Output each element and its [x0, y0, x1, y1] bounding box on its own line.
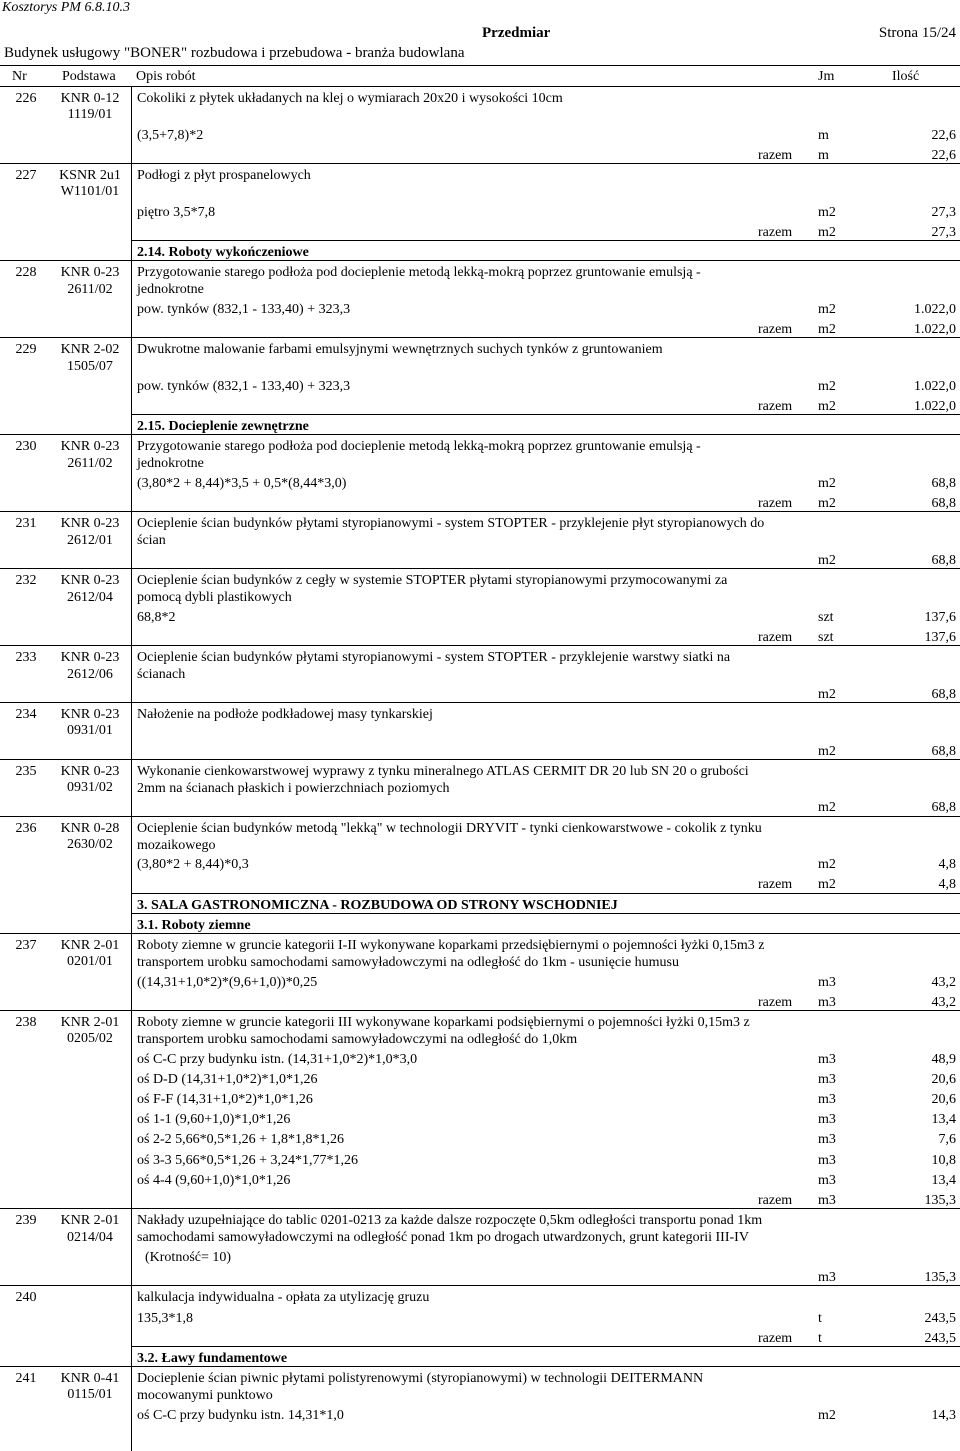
- calculation-unit: m: [818, 127, 829, 143]
- sum-unit: szt: [818, 630, 834, 645]
- position-number: 230: [15, 439, 37, 455]
- position-number: 232: [15, 573, 37, 589]
- position-basis-code: KSNR 2u1: [59, 168, 121, 183]
- calculation-unit: m2: [818, 204, 836, 220]
- position-separator: [0, 434, 960, 435]
- sum-unit: m2: [818, 322, 836, 337]
- section-heading: 3. SALA GASTRONOMICZNA - ROZBUDOWA OD STRONY WSCHODNIEJ: [137, 897, 618, 913]
- position-description: Roboty ziemne w gruncie kategorii I-II wykonywane koparkami przedsiębiernymi o pojemności łyżki 0,15m3 z transportem urobku samochodami samowyładowczymi na odległość do 1km - usunięcie humusu: [137, 938, 765, 970]
- calculation-unit: m2: [818, 1407, 836, 1423]
- calculation-unit: m3: [818, 1112, 836, 1128]
- position-number: 239: [15, 1213, 37, 1229]
- calculation-formula: ((14,31+1,0*2)*(9,6+1,0))*0,25: [137, 974, 318, 990]
- section-separator: [131, 893, 960, 894]
- calculation-quantity: 4,8: [938, 857, 956, 873]
- position-basis-catalog: 0931/02: [67, 780, 113, 796]
- position-separator: [0, 260, 960, 261]
- position-basis-catalog: 2611/02: [67, 281, 113, 297]
- calculation-quantity: 14,3: [931, 1407, 956, 1423]
- calculation-formula: 135,3*1,8: [137, 1310, 193, 1326]
- section-heading: 2.15. Docieplenie zewnętrzne: [137, 419, 309, 435]
- calculation-quantity: 68,8: [931, 553, 956, 568]
- position-description: Docieplenie ścian piwnic płytami polistyrenowymi (styropianowymi) w technologii DEITERMANN mocowanymi punktowo: [137, 1371, 704, 1404]
- position-number: 231: [15, 516, 37, 532]
- sum-quantity: 4,8: [938, 877, 956, 893]
- position-description: kalkulacja indywidualna - opłata za utylizację gruzu: [137, 1290, 430, 1306]
- sum-label: razem: [758, 1193, 793, 1208]
- column-header-desc: Opis robót: [136, 69, 196, 84]
- note-text: (Krotność= 10): [145, 1249, 232, 1265]
- position-basis-code: KNR 2-01: [60, 1213, 120, 1229]
- position-separator: [0, 337, 960, 338]
- sum-quantity: 137,6: [924, 630, 956, 645]
- position-basis-code: KNR 0-23: [60, 763, 120, 779]
- sum-unit: m3: [818, 1193, 836, 1208]
- calculation-quantity: 7,6: [938, 1132, 956, 1148]
- position-description: Przygotowanie starego podłoża pod docieplenie metodą lekką-mokrą poprzez gruntowanie emulsją - jednokrotne: [137, 265, 701, 298]
- sum-label: razem: [758, 994, 793, 1010]
- position-basis-catalog: 0205/02: [67, 1031, 113, 1047]
- position-basis-catalog: 2612/04: [67, 589, 113, 605]
- sum-quantity: 43,2: [931, 994, 956, 1010]
- calculation-unit: m2: [818, 857, 836, 873]
- section-heading: 2.14. Roboty wykończeniowe: [137, 245, 309, 260]
- position-basis-code: KNR 0-41: [60, 1371, 120, 1387]
- position-basis-code: KNR 0-23: [60, 265, 120, 281]
- project-subtitle: Budynek usługowy "BONER" rozbudowa i przebudowa - branża budowlana: [4, 45, 465, 61]
- sum-unit: m2: [818, 877, 836, 893]
- position-basis-catalog: 0931/01: [67, 723, 113, 739]
- calculation-formula: 68,8*2: [137, 609, 176, 625]
- position-number: 240: [15, 1290, 37, 1306]
- sum-label: razem: [758, 630, 793, 645]
- position-basis-code: KNR 0-12: [60, 91, 120, 106]
- position-description: Dwukrotne malowanie farbami emulsyjnymi wewnętrznych suchych tynków z gruntowaniem: [137, 342, 663, 358]
- calculation-quantity: 1.022,0: [914, 378, 956, 394]
- calculation-quantity: 68,8: [931, 743, 956, 759]
- sum-label: razem: [758, 399, 793, 414]
- sum-unit: m2: [818, 496, 836, 512]
- calculation-quantity: 48,9: [931, 1051, 956, 1067]
- sum-quantity: 22,6: [931, 147, 956, 163]
- sum-quantity: 243,5: [924, 1330, 956, 1346]
- calculation-unit: m2: [818, 800, 836, 816]
- section-heading: 3.2. Ławy fundamentowe: [137, 1350, 288, 1366]
- calculation-formula: oś D-D (14,31+1,0*2)*1,0*1,26: [137, 1071, 318, 1087]
- calculation-unit: m2: [818, 743, 836, 759]
- sum-label: razem: [758, 147, 793, 163]
- position-basis-code: KNR 0-23: [60, 516, 120, 532]
- calculation-unit: m2: [818, 686, 836, 702]
- position-description: Cokoliki z płytek układanych na klej o wymiarach 20x20 i wysokości 10cm: [137, 91, 563, 106]
- sum-unit: m2: [818, 399, 836, 414]
- position-basis-code: KNR 2-02: [60, 342, 120, 358]
- position-separator: [0, 933, 960, 934]
- section-separator: [131, 913, 960, 914]
- position-separator: [0, 511, 960, 512]
- position-separator: [0, 568, 960, 569]
- position-description: Nakłady uzupełniające do tablic 0201-0213 za każde dalsze rozpoczęte 0,5km odległości transportu ponad 1km samochodami samowyładowczymi na odległość ponad 1km po drogach utwardzonych, grunt kategorii III-IV: [137, 1213, 763, 1246]
- position-separator: [0, 702, 960, 703]
- calculation-formula: oś C-C przy budynku istn. 14,31*1,0: [137, 1407, 344, 1423]
- position-number: 236: [15, 820, 37, 836]
- position-separator: [0, 759, 960, 760]
- section-heading: 3.1. Roboty ziemne: [137, 917, 251, 933]
- calculation-unit: m3: [818, 1132, 836, 1148]
- position-basis-catalog: 1505/07: [67, 358, 113, 374]
- calculation-formula: (3,80*2 + 8,44)*3,5 + 0,5*(8,44*3,0): [137, 476, 347, 491]
- position-number: 227: [15, 168, 37, 183]
- position-number: 228: [15, 265, 37, 281]
- calculation-quantity: 68,8: [931, 476, 956, 491]
- calculation-unit: m2: [818, 301, 836, 317]
- column-header-qty: Ilość: [892, 69, 920, 84]
- sum-quantity: 1.022,0: [914, 399, 956, 414]
- column-header-basis: Podstawa: [62, 69, 116, 84]
- calculation-formula: (3,5+7,8)*2: [137, 127, 204, 143]
- calculation-unit: m2: [818, 553, 836, 568]
- calculation-quantity: 22,6: [931, 127, 956, 143]
- position-description: Ocieplenie ścian budynków płytami styropianowymi - system STOPTER - przyklejenie płyt styropianowych do ścian: [137, 516, 765, 549]
- calculation-formula: oś 4-4 (9,60+1,0)*1,0*1,26: [137, 1172, 291, 1188]
- position-basis-code: KNR 2-01: [60, 938, 120, 953]
- sum-label: razem: [758, 322, 793, 337]
- position-description: Ocieplenie ścian budynków płytami styropianowymi - system STOPTER - przyklejenie warstwy siatki na ścianach: [137, 650, 731, 683]
- position-separator: [0, 645, 960, 646]
- section-separator: [131, 414, 960, 415]
- calculation-unit: m2: [818, 476, 836, 491]
- calculation-unit: t: [818, 1310, 822, 1326]
- position-description: Wykonanie cienkowarstwowej wyprawy z tynku mineralnego ATLAS CERMIT DR 20 lub SN 20 o grubości 2mm na ścianach płaskich i powierzchniach poziomych: [137, 763, 749, 796]
- position-description: Roboty ziemne w gruncie kategorii III wykonywane koparkami podsiębiernymi o pojemności łyżki 0,15m3 z transportem urobku samochodami samowyładowczymi na odległość do 1,0km: [137, 1015, 750, 1047]
- calculation-formula: oś 1-1 (9,60+1,0)*1,0*1,26: [137, 1112, 291, 1128]
- position-basis-code: KNR 0-28: [60, 820, 120, 836]
- calculation-quantity: 27,3: [931, 204, 956, 220]
- calculation-unit: m3: [818, 974, 836, 990]
- position-basis-catalog: 2630/02: [67, 836, 113, 852]
- column-divider: [131, 87, 132, 1451]
- position-basis-catalog: 1119/01: [67, 107, 113, 123]
- position-separator: [0, 816, 960, 817]
- app-name: Kosztorys PM 6.8.10.3: [2, 0, 130, 15]
- calculation-quantity: 68,8: [931, 800, 956, 816]
- sum-unit: m2: [818, 224, 836, 240]
- column-header-unit: Jm: [818, 69, 835, 84]
- position-basis-catalog: 2612/01: [67, 532, 113, 548]
- calculation-quantity: 135,3: [924, 1270, 956, 1285]
- calculation-unit: m3: [818, 1051, 836, 1067]
- calculation-unit: m3: [818, 1172, 836, 1188]
- calculation-formula: pow. tynków (832,1 - 133,40) + 323,3: [137, 301, 351, 317]
- sum-quantity: 27,3: [931, 224, 956, 240]
- page-number: Strona 15/24: [878, 25, 956, 41]
- position-basis-code: KNR 0-23: [60, 439, 120, 455]
- position-number: 241: [15, 1371, 37, 1387]
- position-basis-code: KNR 2-01: [60, 1015, 120, 1030]
- sum-quantity: 68,8: [931, 496, 956, 512]
- calculation-unit: m3: [818, 1071, 836, 1087]
- column-header-nr: Nr: [12, 69, 27, 84]
- calculation-quantity: 20,6: [931, 1071, 956, 1087]
- calculation-quantity: 43,2: [931, 974, 956, 990]
- calculation-unit: m3: [818, 1152, 836, 1168]
- position-basis-code: KNR 0-23: [60, 707, 120, 722]
- header-top-rule: [0, 65, 960, 66]
- position-separator: [0, 86, 960, 87]
- position-separator: [0, 163, 960, 164]
- calculation-quantity: 20,6: [931, 1092, 956, 1107]
- calculation-formula: oś 3-3 5,66*0,5*1,26 + 3,24*1,77*1,26: [137, 1152, 359, 1168]
- calculation-unit: szt: [818, 609, 834, 625]
- calculation-quantity: 68,8: [931, 686, 956, 702]
- document-title: Przedmiar: [482, 25, 551, 41]
- sum-unit: m3: [818, 994, 836, 1010]
- position-basis-catalog: 0201/01: [67, 954, 113, 970]
- position-basis-code: KNR 0-23: [60, 573, 120, 589]
- sum-label: razem: [758, 1330, 793, 1346]
- calculation-unit: m2: [818, 378, 836, 394]
- calculation-formula: oś C-C przy budynku istn. (14,31+1,0*2)*1,0*3,0: [137, 1051, 418, 1067]
- sum-unit: m: [818, 147, 829, 163]
- calculation-quantity: 243,5: [924, 1310, 956, 1326]
- calculation-formula: oś F-F (14,31+1,0*2)*1,0*1,26: [137, 1092, 313, 1107]
- position-description: Przygotowanie starego podłoża pod docieplenie metodą lekką-mokrą poprzez gruntowanie emulsją - jednokrotne: [137, 439, 701, 472]
- position-basis-catalog: 0115/01: [67, 1387, 113, 1403]
- position-number: 237: [15, 938, 37, 953]
- position-number: 235: [15, 763, 37, 779]
- position-separator: [0, 1285, 960, 1286]
- sum-label: razem: [758, 224, 793, 240]
- position-number: 238: [15, 1015, 37, 1030]
- section-separator: [131, 1346, 960, 1347]
- position-description: Ocieplenie ścian budynków metodą "lekką" w technologii DRYVIT - tynki cienkowarstwowe - cokolik z tynku mozaikowego: [137, 820, 762, 853]
- calculation-unit: m3: [818, 1092, 836, 1107]
- calculation-unit: m3: [818, 1270, 836, 1285]
- sum-quantity: 135,3: [924, 1193, 956, 1208]
- calculation-quantity: 1.022,0: [914, 301, 956, 317]
- position-number: 234: [15, 707, 37, 722]
- position-basis-catalog: 0214/04: [67, 1229, 113, 1245]
- calculation-formula: oś 2-2 5,66*0,5*1,26 + 1,8*1,8*1,26: [137, 1132, 345, 1148]
- section-separator: [131, 240, 960, 241]
- position-separator: [0, 1208, 960, 1209]
- position-description: Podłogi z płyt prospanelowych: [137, 168, 311, 183]
- position-separator: [0, 1010, 960, 1011]
- position-basis-catalog: 2612/06: [67, 666, 113, 682]
- position-basis-catalog: W1101/01: [60, 184, 120, 200]
- calculation-quantity: 13,4: [931, 1112, 956, 1128]
- position-description: Nałożenie na podłoże podkładowej masy tynkarskiej: [137, 707, 433, 722]
- position-number: 229: [15, 342, 37, 358]
- calculation-formula: pow. tynków (832,1 - 133,40) + 323,3: [137, 378, 351, 394]
- position-description: Ocieplenie ścian budynków z cegły w systemie STOPTER płytami styropianowymi przymocowanymi za pomocą dybli plastikowych: [137, 573, 728, 606]
- calculation-formula: piętro 3,5*7,8: [137, 204, 216, 220]
- calculation-quantity: 137,6: [924, 609, 956, 625]
- sum-label: razem: [758, 496, 793, 512]
- position-separator: [0, 1366, 960, 1367]
- calculation-formula: (3,80*2 + 8,44)*0,3: [137, 857, 249, 873]
- sum-unit: t: [818, 1330, 822, 1346]
- position-number: 233: [15, 650, 37, 666]
- sum-quantity: 1.022,0: [914, 322, 956, 337]
- calculation-quantity: 10,8: [931, 1152, 956, 1168]
- position-basis-code: KNR 0-23: [60, 650, 120, 666]
- position-basis-catalog: 2611/02: [67, 455, 113, 471]
- calculation-quantity: 13,4: [931, 1172, 956, 1188]
- sum-label: razem: [758, 877, 793, 893]
- position-number: 226: [15, 91, 37, 106]
